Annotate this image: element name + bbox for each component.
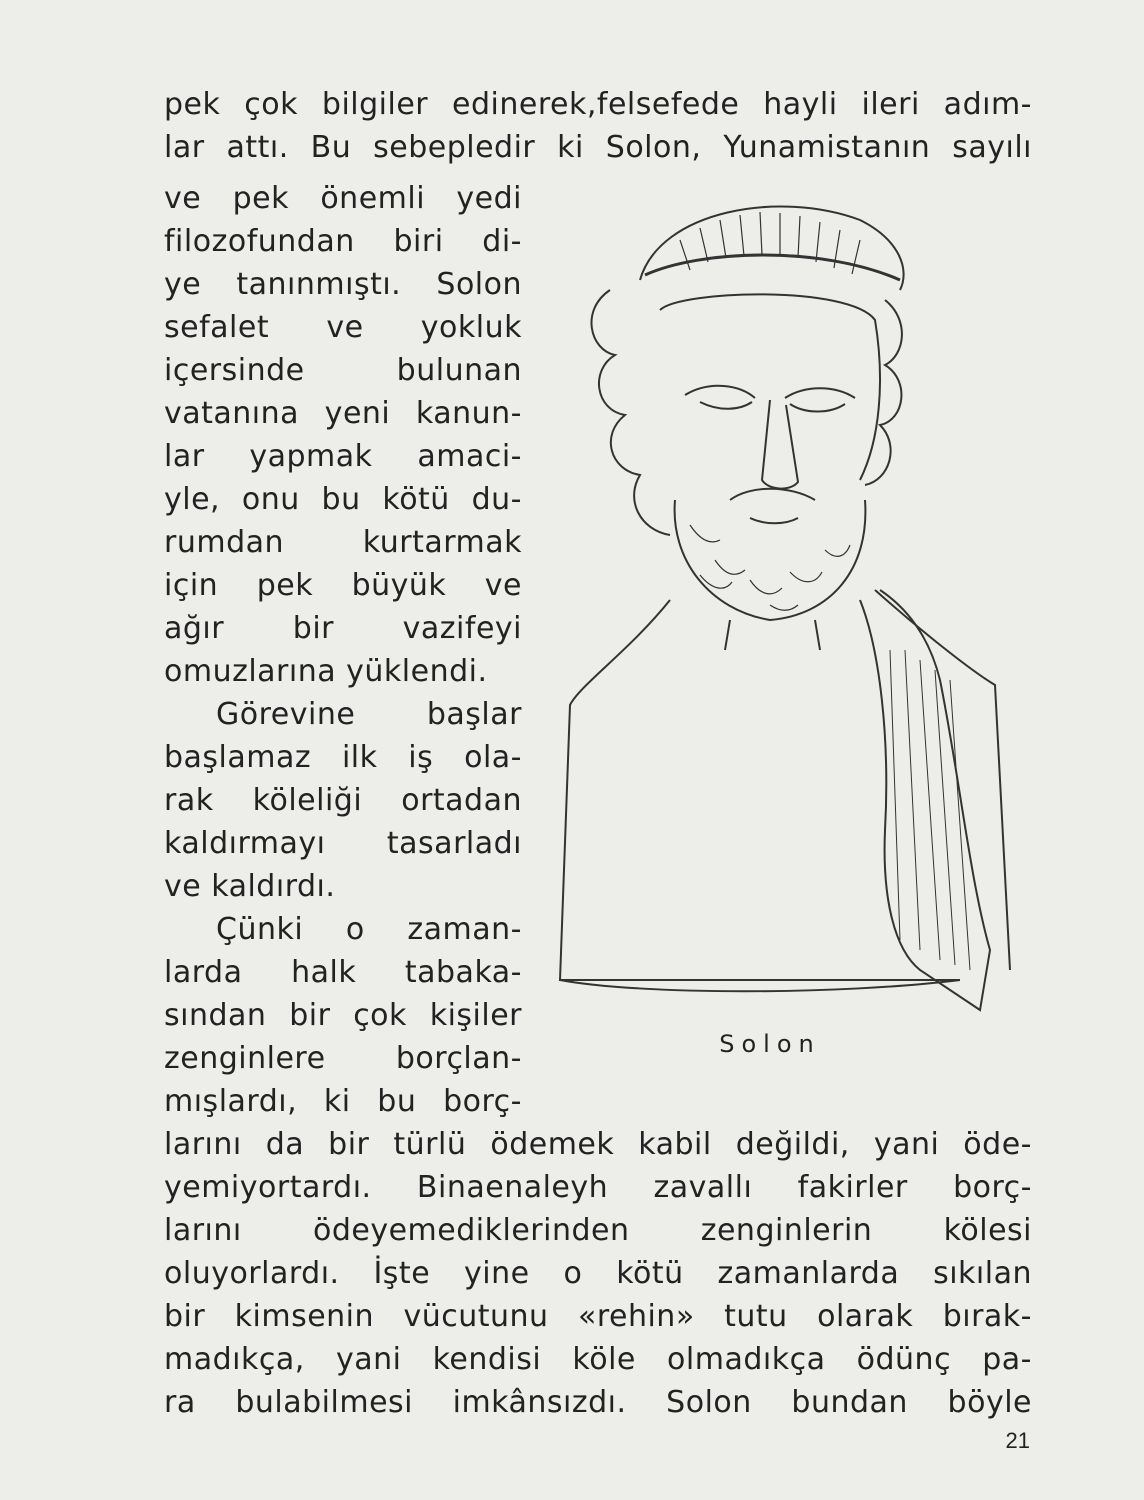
text-line: rumdan kurtarmak — [164, 525, 522, 560]
text-line: Görevine başlar — [216, 697, 522, 732]
text-line: pek çok bilgiler edinerek,felsefede hayli ileri adım- — [164, 87, 1032, 122]
text-line: bir kimsenin vücutunu «rehin» tutu olarak bırak- — [164, 1299, 1032, 1334]
text-line: filozofundan biri di- — [164, 224, 522, 259]
text-line: ağır bir vazifeyi — [164, 611, 522, 646]
solon-bust-illustration — [540, 180, 1030, 1020]
text-line: için pek büyük ve — [164, 568, 522, 603]
text-line: sefalet ve yokluk — [164, 310, 522, 345]
text-line: ye tanınmıştı. Solon — [164, 267, 522, 302]
text-line: ra bulabilmesi imkânsızdı. Solon bundan böyle — [164, 1385, 1032, 1420]
text-line: zenginlere borçlan- — [164, 1041, 522, 1076]
text-line: yemiyortardı. Binaenaleyh zavallı fakirler borç- — [164, 1170, 1032, 1205]
text-line: oluyorlardı. İşte yine o kötü zamanlarda sıkılan — [164, 1256, 1032, 1291]
text-line: vatanına yeni kanun- — [164, 396, 522, 431]
text-line: larını ödeyemediklerinden zenginlerin kölesi — [164, 1213, 1032, 1248]
text-line: lar yapmak amaci- — [164, 439, 522, 474]
text-line: sından bir çok kişiler — [164, 998, 522, 1033]
text-line: içersinde bulunan — [164, 353, 522, 388]
text-line: larda halk tabaka- — [164, 955, 522, 990]
page-number: 21 — [1005, 1428, 1030, 1453]
text-line: ve kaldırdı. — [164, 869, 336, 904]
text-line: mışlardı, ki bu borç- — [164, 1084, 522, 1119]
text-line: Çünki o zaman- — [216, 912, 522, 947]
figure-caption: Solon — [719, 1030, 821, 1058]
text-line: lar attı. Bu sebepledir ki Solon, Yunamistanın sayılı — [164, 130, 1032, 165]
text-line: ve pek önemli yedi — [164, 181, 522, 216]
text-line: madıkça, yani kendisi köle olmadıkça ödünç pa- — [164, 1342, 1032, 1377]
text-line: kaldırmayı tasarladı — [164, 826, 522, 861]
text-line: omuzlarına yüklendi. — [164, 654, 488, 689]
text-line: rak köleliği ortadan — [164, 783, 522, 818]
text-line: başlamaz ilk iş ola- — [164, 740, 522, 775]
text-line: yle, onu bu kötü du- — [164, 482, 522, 517]
text-line: larını da bir türlü ödemek kabil değildi, yani öde- — [164, 1127, 1032, 1162]
